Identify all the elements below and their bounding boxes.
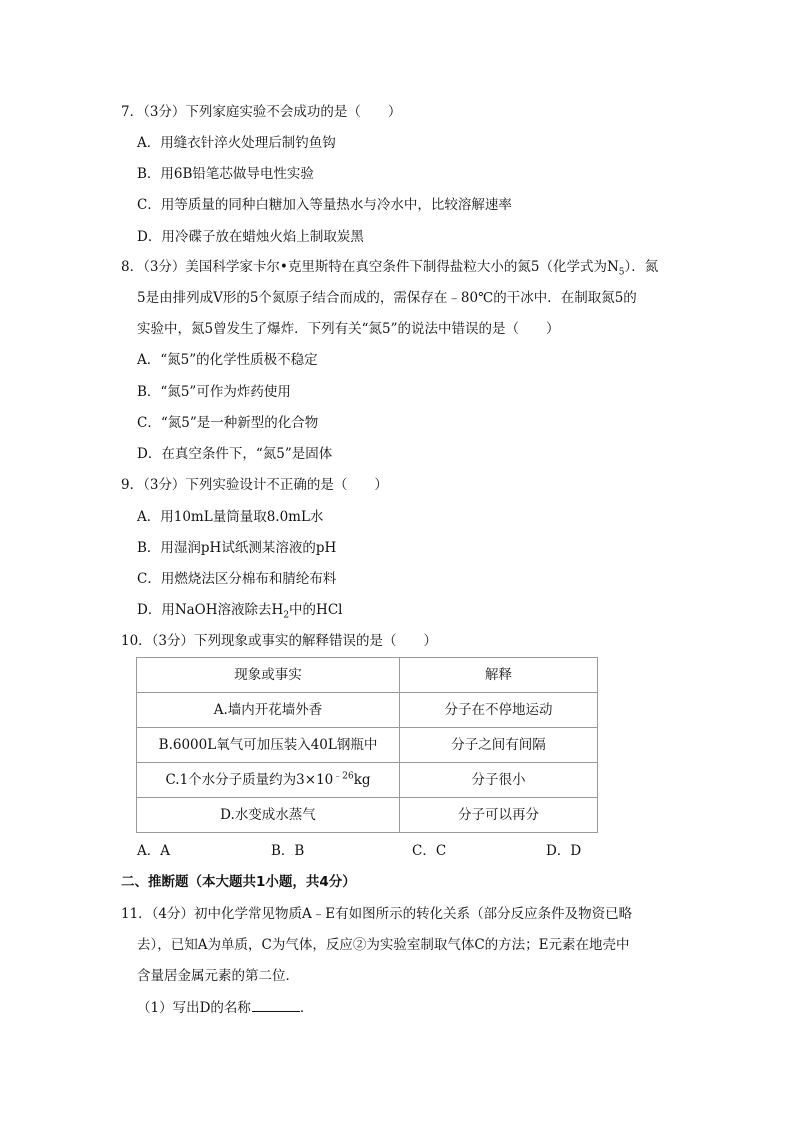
table-cell-phenomenon: D.水变成水蒸气 bbox=[137, 798, 400, 833]
question-7-stem: 7．（3分）下列家庭实验不会成功的是（ ） bbox=[121, 104, 402, 120]
question-8-option-a: A．“氮5”的化学性质极不稳定 bbox=[137, 352, 318, 368]
answer-blank[interactable] bbox=[252, 997, 300, 1012]
q8-subscript: 5 bbox=[618, 267, 625, 278]
table-cell-explanation: 分子很小 bbox=[400, 763, 598, 798]
row-c-superscript: ﹣26 bbox=[333, 771, 354, 782]
table-header-phenomenon: 现象或事实 bbox=[137, 658, 400, 693]
table-cell-explanation: 分子在不停地运动 bbox=[400, 693, 598, 728]
q8-line1-text: 8．（3分）美国科学家卡尔•克里斯特在真空条件下制得盐粒大小的氮5（化学式为N bbox=[121, 259, 619, 275]
question-7-option-d: D．用冷碟子放在蜡烛火焰上制取炭黑 bbox=[137, 229, 364, 245]
table-header-explanation: 解释 bbox=[400, 658, 598, 693]
question-10-choice-c: C．C bbox=[412, 843, 447, 859]
q9-option-d-text: D．用NaOH溶液除去H bbox=[137, 602, 284, 618]
question-10-table bbox=[136, 657, 598, 833]
question-8-stem-line-3: 实验中，氮5曾发生了爆炸．下列有关“氮5”的说法中错误的是（ ） bbox=[137, 321, 560, 337]
row-c-text: C.1个水分子质量约为3×10 bbox=[165, 772, 334, 788]
question-11-stem-line-2: 去），已知A为单质，C为气体，反应②为实验室制取气体C的方法；E元素在地壳中 bbox=[137, 937, 630, 953]
table-header-row bbox=[137, 658, 598, 693]
table-cell-phenomenon: B.6000L氧气可加压装入40L钢瓶中 bbox=[137, 728, 400, 763]
question-7-option-c: C．用等质量的同种白糖加入等量热水与冷水中，比较溶解速率 bbox=[137, 197, 512, 213]
question-7-option-a: A．用缝衣针淬火处理后制钓鱼钩 bbox=[137, 135, 336, 151]
question-8-option-b: B．“氮5”可作为炸药使用 bbox=[137, 384, 291, 400]
table-row bbox=[137, 763, 598, 798]
question-10-choice-b: B．B bbox=[271, 843, 305, 859]
row-c-unit: kg bbox=[353, 772, 371, 788]
question-10-stem: 10．（3分）下列现象或事实的解释错误的是（ ） bbox=[121, 633, 438, 649]
table-cell-phenomenon bbox=[137, 763, 400, 798]
question-8-stem-line-2: 5是由排列成V形的5个氮原子结合而成的，需保存在﹣80℃的干冰中．在制取氮5的 bbox=[137, 290, 637, 306]
sub1-tail: ． bbox=[299, 1000, 314, 1016]
question-9-option-a: A．用10mL量筒量取8.0mL水 bbox=[137, 509, 324, 525]
question-7-option-b: B．用6B铅笔芯做导电性实验 bbox=[137, 166, 314, 182]
question-8-option-c: C．“氮5”是一种新型的化合物 bbox=[137, 415, 319, 431]
q9-option-d-tail: 中的HCl bbox=[289, 602, 343, 618]
sub1-text: （1）写出D的名称 bbox=[137, 1000, 251, 1016]
section-2-heading: 二、推断题（本大题共1小题，共4分） bbox=[121, 874, 356, 890]
table-row bbox=[137, 693, 598, 728]
question-9-option-b: B．用湿润pH试纸测某溶液的pH bbox=[137, 540, 337, 556]
question-9-stem: 9．（3分）下列实验设计不正确的是（ ） bbox=[121, 477, 388, 493]
question-8-option-d: D．在真空条件下，“氮5”是固体 bbox=[137, 446, 333, 462]
table-row bbox=[137, 728, 598, 763]
question-11-stem-line-1: 11．（4分）初中化学常见物质A﹣E有如图所示的转化关系（部分反应条件及物资已略 bbox=[121, 906, 633, 922]
question-11-subquestion-1 bbox=[137, 997, 313, 1018]
table-row bbox=[137, 798, 598, 833]
q8-line1-tail: ）．氮 bbox=[624, 259, 659, 275]
question-9-option-d bbox=[137, 600, 342, 620]
question-10-choice-a: A．A bbox=[137, 843, 170, 859]
table-cell-explanation: 分子之间有间隔 bbox=[400, 728, 598, 763]
question-10-choice-d: D．D bbox=[546, 843, 582, 859]
question-11-stem-line-3: 含量居金属元素的第二位． bbox=[137, 968, 299, 984]
table-cell-explanation: 分子可以再分 bbox=[400, 798, 598, 833]
question-9-option-c: C．用燃烧法区分棉布和腈纶布料 bbox=[137, 571, 337, 587]
table-cell-phenomenon: A.墙内开花墙外香 bbox=[137, 693, 400, 728]
question-8-stem-line-1 bbox=[121, 257, 658, 277]
q9-subscript: 2 bbox=[283, 610, 290, 621]
